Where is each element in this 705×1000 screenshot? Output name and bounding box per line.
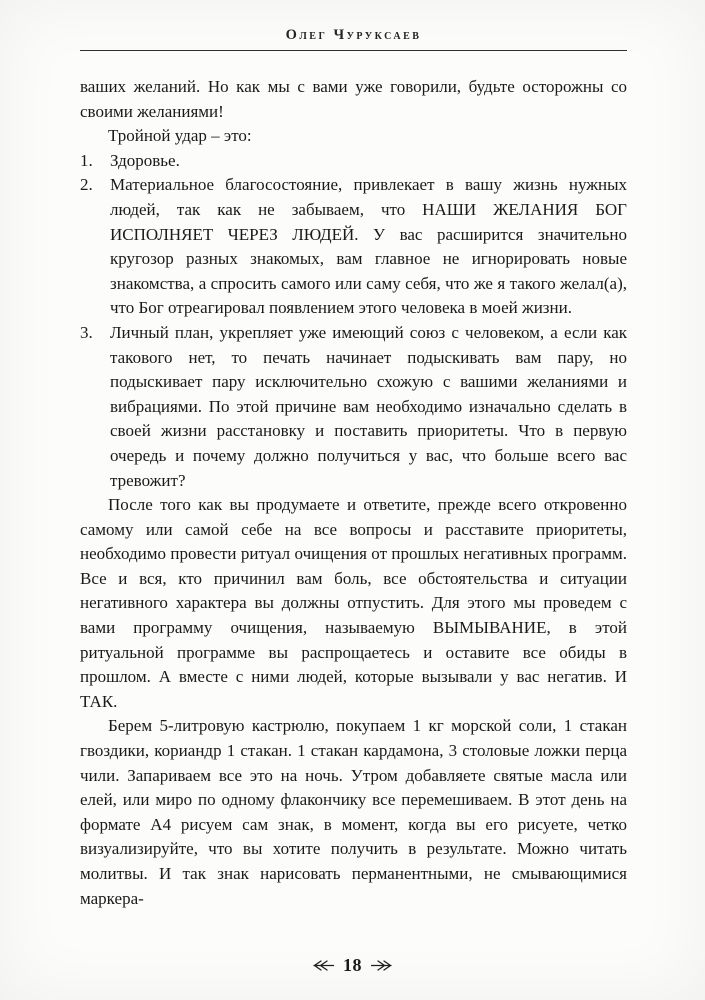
list-number: 1. [80,150,93,170]
page-number: 18 [343,955,362,975]
paragraph-triple-intro: Тройной удар – это: [108,126,252,146]
list-number: 3. [80,322,93,342]
list-text: Личный план, укрепляет уже имеющий союз с человеком, а если как такового нет, то печать начинает подыскивать вам пару, но подыскивает пару исключительно схожую с вашими желаниями и вибрациями. По этой причине вам необходимо изначально сделать в своей жизни расстановку и поставить приоритеты. Что в первую очередь и почему должно получиться у вас, что больше всего вас тревожит? [110,322,627,490]
page-body [80,75,627,911]
list-item [80,149,627,174]
numbered-list [80,149,627,493]
page-ornament-left-icon [312,960,334,971]
paragraph-cleansing: После того как вы продумаете и ответите, прежде всего откровенно самому или самой себе на все вопросы и расставите приоритеты, необходимо провести ритуал очищения от прошлых негативных программ. Все и вся, кто причинил вам боль, все обстоятельства и ситуации негативного характера вы должны отпустить. Для этого мы проведем с вами программу очищения, называемую ВЫМЫВАНИЕ, в этой ритуальной программе вы распрощаетесь и оставите все обиды в прошлом. А вместе с ними людей, которые вызывали у вас негатив. И ТАК. [80,495,627,711]
page-footer [0,955,705,976]
list-item [80,173,627,321]
header-rule [80,50,627,51]
list-item [80,321,627,493]
list-number: 2. [80,175,93,195]
list-text: Материальное благосостояние, привлекает в вашу жизнь нужных людей, так как не забываем, что НАШИ ЖЕЛАНИЯ БОГ ИСПОЛНЯЕТ ЧЕРЕЗ ЛЮДЕЙ. У вас расширится значительно кругозор разных знакомых, вам главное не игнорировать новые знакомства, а спросить самого или саму себя, что же я такого желал(а), что Бог отреагировал появлением этого человека в моей жизни. [110,175,627,318]
paragraph-recipe: Берем 5-литровую кастрюлю, покупаем 1 кг морской соли, 1 стакан гвоздики, кориандр 1 стакан. 1 стакан кардамона, 3 столовые ложки перца чили. Запариваем все это на ночь. Утром добавляете святые масла или елей, или миро по одному флакончику все перемешиваем. В этот день на формате А4 рисуем сам знак, в момент, когда вы его рисуете, четко визуализируйте, что вы хотите получить в результате. Можно читать молитвы. И так знак нарисовать перманентными, не смывающимися маркера- [80,716,627,908]
running-header [80,26,627,51]
paragraph-continuation: ваших желаний. Но как мы с вами уже говорили, будьте осторожны со своими желаниями! [80,77,627,121]
author-name: Олег Чуруксаев [285,27,422,43]
page-ornament-right-icon [371,960,393,971]
list-text: Здоровье. [110,150,180,170]
